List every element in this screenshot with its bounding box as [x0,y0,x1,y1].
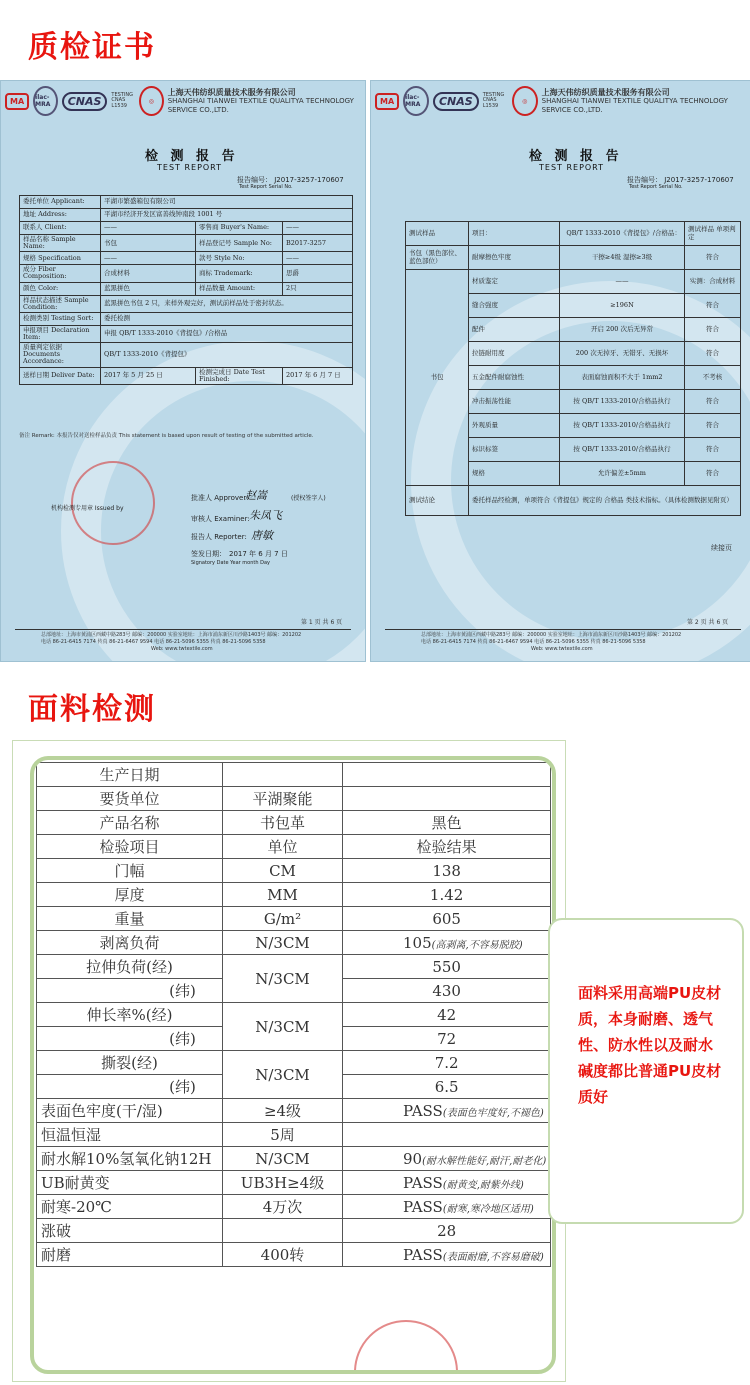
table-row [37,907,551,931]
inspection-item: 表面色牢度(干/湿) [37,1099,223,1123]
inspection-item: 剥离负荷 [37,931,223,955]
unit-cell: 平湖聚能 [223,787,343,811]
result-cell: 90(耐水解性能好,耐汗,耐老化) [343,1147,551,1171]
unit-cell: N/3CM [223,931,343,955]
table-row [37,811,551,835]
cert-header-logos [5,87,365,115]
sign-date: 2017 年 6 月 7 日 [229,550,288,558]
ilac-logo: ilac-MRA [403,86,429,116]
table-row [37,787,551,811]
inspection-item: 重量 [37,907,223,931]
unit-cell: CM [223,859,343,883]
unit-cell: N/3CM [223,955,343,1003]
test-report-page-1 [0,80,366,662]
examiner-signature: 朱凤飞 [249,509,282,522]
table-row [37,1147,551,1171]
inspection-item: 产品名称 [37,811,223,835]
inspection-item: UB耐黄变 [37,1171,223,1195]
unit-cell: G/m² [223,907,343,931]
unit-cell: 4万次 [223,1195,343,1219]
inspection-item: 厚度 [37,883,223,907]
inspection-item: 门幅 [37,859,223,883]
sign-date-en: Signatory Date Year month Day [191,560,270,566]
testing-label: TESTING CNAS L1539 [111,91,133,109]
table-row [37,1051,551,1075]
unit-cell: MM [223,883,343,907]
result-cell: PASS(表面耐磨,不容易磨破) [343,1243,551,1267]
result-cell: 430 [343,979,551,1003]
unit-cell: N/3CM [223,1147,343,1171]
fabric-test-table [36,762,551,1267]
result-cell: 28 [343,1219,551,1243]
examiner-label: 审核人 Examiner: [191,515,250,523]
test-results-table: 测试样品 项目： QB/T 1333-2010《背提包》/合格品： 测试样品 单项判定 书包（黑色部位、蓝色部位） 耐摩擦色牢度 干擦≥4级 湿擦≥3级 符合 书包 材质鉴定 —— 实测：合成材料 缝合强度 ≥196N 符合 配件 开启 200 次后无异常 符合 拉链耐用度 200 次无掉牙、无错牙、无损坏 符合 五金配件耐腐蚀性 表面腐蚀面积不大于 1mm2 不考核 冲击振荡性能 按 QB/T 1333-2010/合格品执行 符合 外观质量 按 QB/T 1333-2010/合格品执行 符合 标识标签 按 QB/T 1333-2010/合格品执行 符合 规格 允许偏差±5mm 符合 测试结论 委托样品经检测，单项符合《背提包》规定的 合格品 类技术指标。（具体检测数据见附页） [405,221,741,516]
result-cell: 605 [343,907,551,931]
report-number-en: Test Report Serial No. [239,184,293,190]
result-cell: 42 [343,1003,551,1027]
table-row [37,1219,551,1243]
result-cell: 550 [343,955,551,979]
table-row [37,955,551,979]
company-name: 上海天伟纺织质量技术服务有限公司 SHANGHAI TIANWEI TEXTILE QUALITYA TECHNOLOGY SERVICE CO.,LTD. [541,87,728,114]
footer-web: Web: www.twtextile.com [531,646,593,652]
inspection-item: 耐寒-20℃ [37,1195,223,1219]
handwritten-note: (耐寒,寒冷地区适用) [442,1203,534,1215]
page-number: 第 2 页 共 6 页 [687,619,729,626]
cert2-header-logos [375,87,750,115]
result-cell [343,1123,551,1147]
page-number: 第 1 页 共 6 页 [301,619,343,626]
unit-cell [223,1219,343,1243]
stamp-label: 机构检测专用章 Issued by [51,505,124,512]
ilac-logo: ilac-MRA [33,86,58,116]
reporter-label: 报告人 Reporter: [191,533,247,541]
table-row [37,931,551,955]
tianwei-logo-icon: ◎ [139,86,164,116]
footer-phone: 电话 86-21-6415 7174 传真 86-21-6467 9594 电话 86-21-5096 5355 传真 86-21-5096 5358 [421,639,646,645]
table-row [37,1243,551,1267]
approver-signature: 赵嵩 [245,489,267,502]
cnas-logo: CNAS [62,92,108,111]
inspection-item: 要货单位 [37,787,223,811]
fabric-test-sheet [30,756,556,1374]
table-row [37,1099,551,1123]
footer-web: Web: www.twtextile.com [151,646,213,652]
table-row [37,859,551,883]
table-row [37,1195,551,1219]
handwritten-note: (耐黄变,耐紫外线) [442,1179,524,1191]
fabric-test-title: 面料检测 [28,692,156,727]
footer-address: 总部地址：上海市黄浦区西藏中路283号 邮编：200000 实验室地址：上海市浦东新区川沙路1403号 邮编：201202 [41,632,302,638]
report-number-en: Test Report Serial No. [629,184,683,190]
inspection-item: 生产日期 [37,763,223,787]
fabric-feature-callout [548,918,744,1224]
inspection-item: 涨破 [37,1219,223,1243]
result-cell: 黑色 [343,811,551,835]
result-cell: 105(高剥离,不容易脱胶) [343,931,551,955]
unit-cell: N/3CM [223,1003,343,1051]
unit-cell: UB3H≥4级 [223,1171,343,1195]
ma-logo: MA [375,93,399,110]
ma-logo: MA [5,93,29,110]
result-cell: 7.2 [343,1051,551,1075]
unit-cell: ≥4级 [223,1099,343,1123]
inspection-item: 拉伸负荷(经) [37,955,223,979]
report-title: 检 测 报 告 [145,149,239,164]
report-number: 报告编号： J2017-3257-170607 [627,176,734,184]
company-name: 上海天伟纺织质量技术服务有限公司 SHANGHAI TIANWEI TEXTILE QUALITYA TECHNOLOGY SERVICE CO.,LTD. [167,87,354,114]
table-row [37,883,551,907]
inspection-item: (纬) [37,1075,223,1099]
handwritten-note: (高剥离,不容易脱胶) [431,939,523,951]
report-subtitle: TEST REPORT [157,163,223,172]
inspection-stamp [354,1320,458,1374]
report-number: 报告编号： J2017-3257-170607 [237,176,344,184]
report-subtitle: TEST REPORT [539,163,605,172]
footer-phone: 电话 86-21-6415 7174 传真 86-21-6467 9594 电话 86-21-5096 5355 传真 86-21-5096 5358 [41,639,266,645]
callout-text: 面料采用高端PU皮材质，本身耐磨、透气性、防水性以及耐水碱度都比普通PU皮材质好 [578,984,722,1106]
report-title: 检 测 报 告 [529,149,623,164]
result-cell: 检验结果 [343,835,551,859]
result-cell: PASS(耐寒,寒冷地区适用) [343,1195,551,1219]
inspection-item: 耐水解10%氢氧化钠12H [37,1147,223,1171]
inspection-item: (纬) [37,1027,223,1051]
reporter-signature: 唐敏 [251,529,273,542]
inspection-item: 恒温恒湿 [37,1123,223,1147]
result-cell: PASS(表面色牢度好,不褪色) [343,1099,551,1123]
handwritten-note: (表面色牢度好,不褪色) [442,1107,544,1119]
applicant-info-table: 委托单位 Applicant: 平湖市繁盛箱包有限公司 地址 Address: 平湖市经济开发区富善线钟南段 1001 号 联系人 Client: —— 零售商 Buyer's Name: —— 样品名称 Sample Name: 书包 样品登记号 Sample No: B2017-3257 规格 Specification —— 款号 Style No: —— 成分 Fiber Composition: 合成材料 商标 Trademark: 思爵 颜色 Color: 蓝黑拼色 样品数量 Amount: 2只 样品状态描述 Sample Condition: 蓝黑拼色书包 2 只，来样外观完好，测试前样品处于密封状态。 检测类别 Testing Sort: 委托检测 申报项目 Declaration Item: 申报 QB/T 1333-2010《背提包》/合格品 质量判定依据 Documents Accordance: QB/T 1333-2010《背提包》 送样日期 Deliver Date: 2017 年 5 月 25 日 检测完成日 Date Test Finished: 2017 年 6 月 7 日 [19,195,353,385]
inspection-item: 伸长率%(经) [37,1003,223,1027]
test-report-page-2 [370,80,750,662]
handwritten-note: (表面耐磨,不容易磨破) [442,1251,544,1263]
result-cell: 6.5 [343,1075,551,1099]
tianwei-logo-icon: ◎ [512,86,538,116]
inspection-item: 检验项目 [37,835,223,859]
table-row [37,763,551,787]
quality-cert-title: 质检证书 [28,30,156,65]
unit-cell: N/3CM [223,1051,343,1099]
unit-cell [223,763,343,787]
handwritten-note: (耐水解性能好,耐汗,耐老化) [422,1155,547,1167]
unit-cell: 单位 [223,835,343,859]
unit-cell: 5周 [223,1123,343,1147]
result-cell: 138 [343,859,551,883]
unit-cell: 书包革 [223,811,343,835]
result-cell: 1.42 [343,883,551,907]
inspection-item: 撕裂(经) [37,1051,223,1075]
result-cell [343,763,551,787]
result-cell: PASS(耐黄变,耐紫外线) [343,1171,551,1195]
report-remark: 备注 Remark: 本报告仅对送检样品负责 This statement is based upon result of testing of the submitted article. [19,433,314,439]
inspection-item: 耐磨 [37,1243,223,1267]
table-row [37,1123,551,1147]
cnas-logo: CNAS [433,92,479,111]
approver-note: (授权签字人) [291,495,326,502]
table-row [37,1171,551,1195]
sign-date-label: 签发日期： [191,550,226,558]
inspection-item: (纬) [37,979,223,1003]
footer-address: 总部地址：上海市黄浦区西藏中路283号 邮编：200000 实验室地址：上海市浦东新区川沙路1403号 邮编：201202 [421,632,682,638]
table-row [37,1003,551,1027]
continued-label: 续接页 [711,544,732,552]
approver-label: 批准人 Approver: [191,494,249,502]
result-cell [343,787,551,811]
result-cell: 72 [343,1027,551,1051]
table-row [37,835,551,859]
testing-label: TESTING CNAS L1539 [482,91,505,109]
unit-cell: 400转 [223,1243,343,1267]
